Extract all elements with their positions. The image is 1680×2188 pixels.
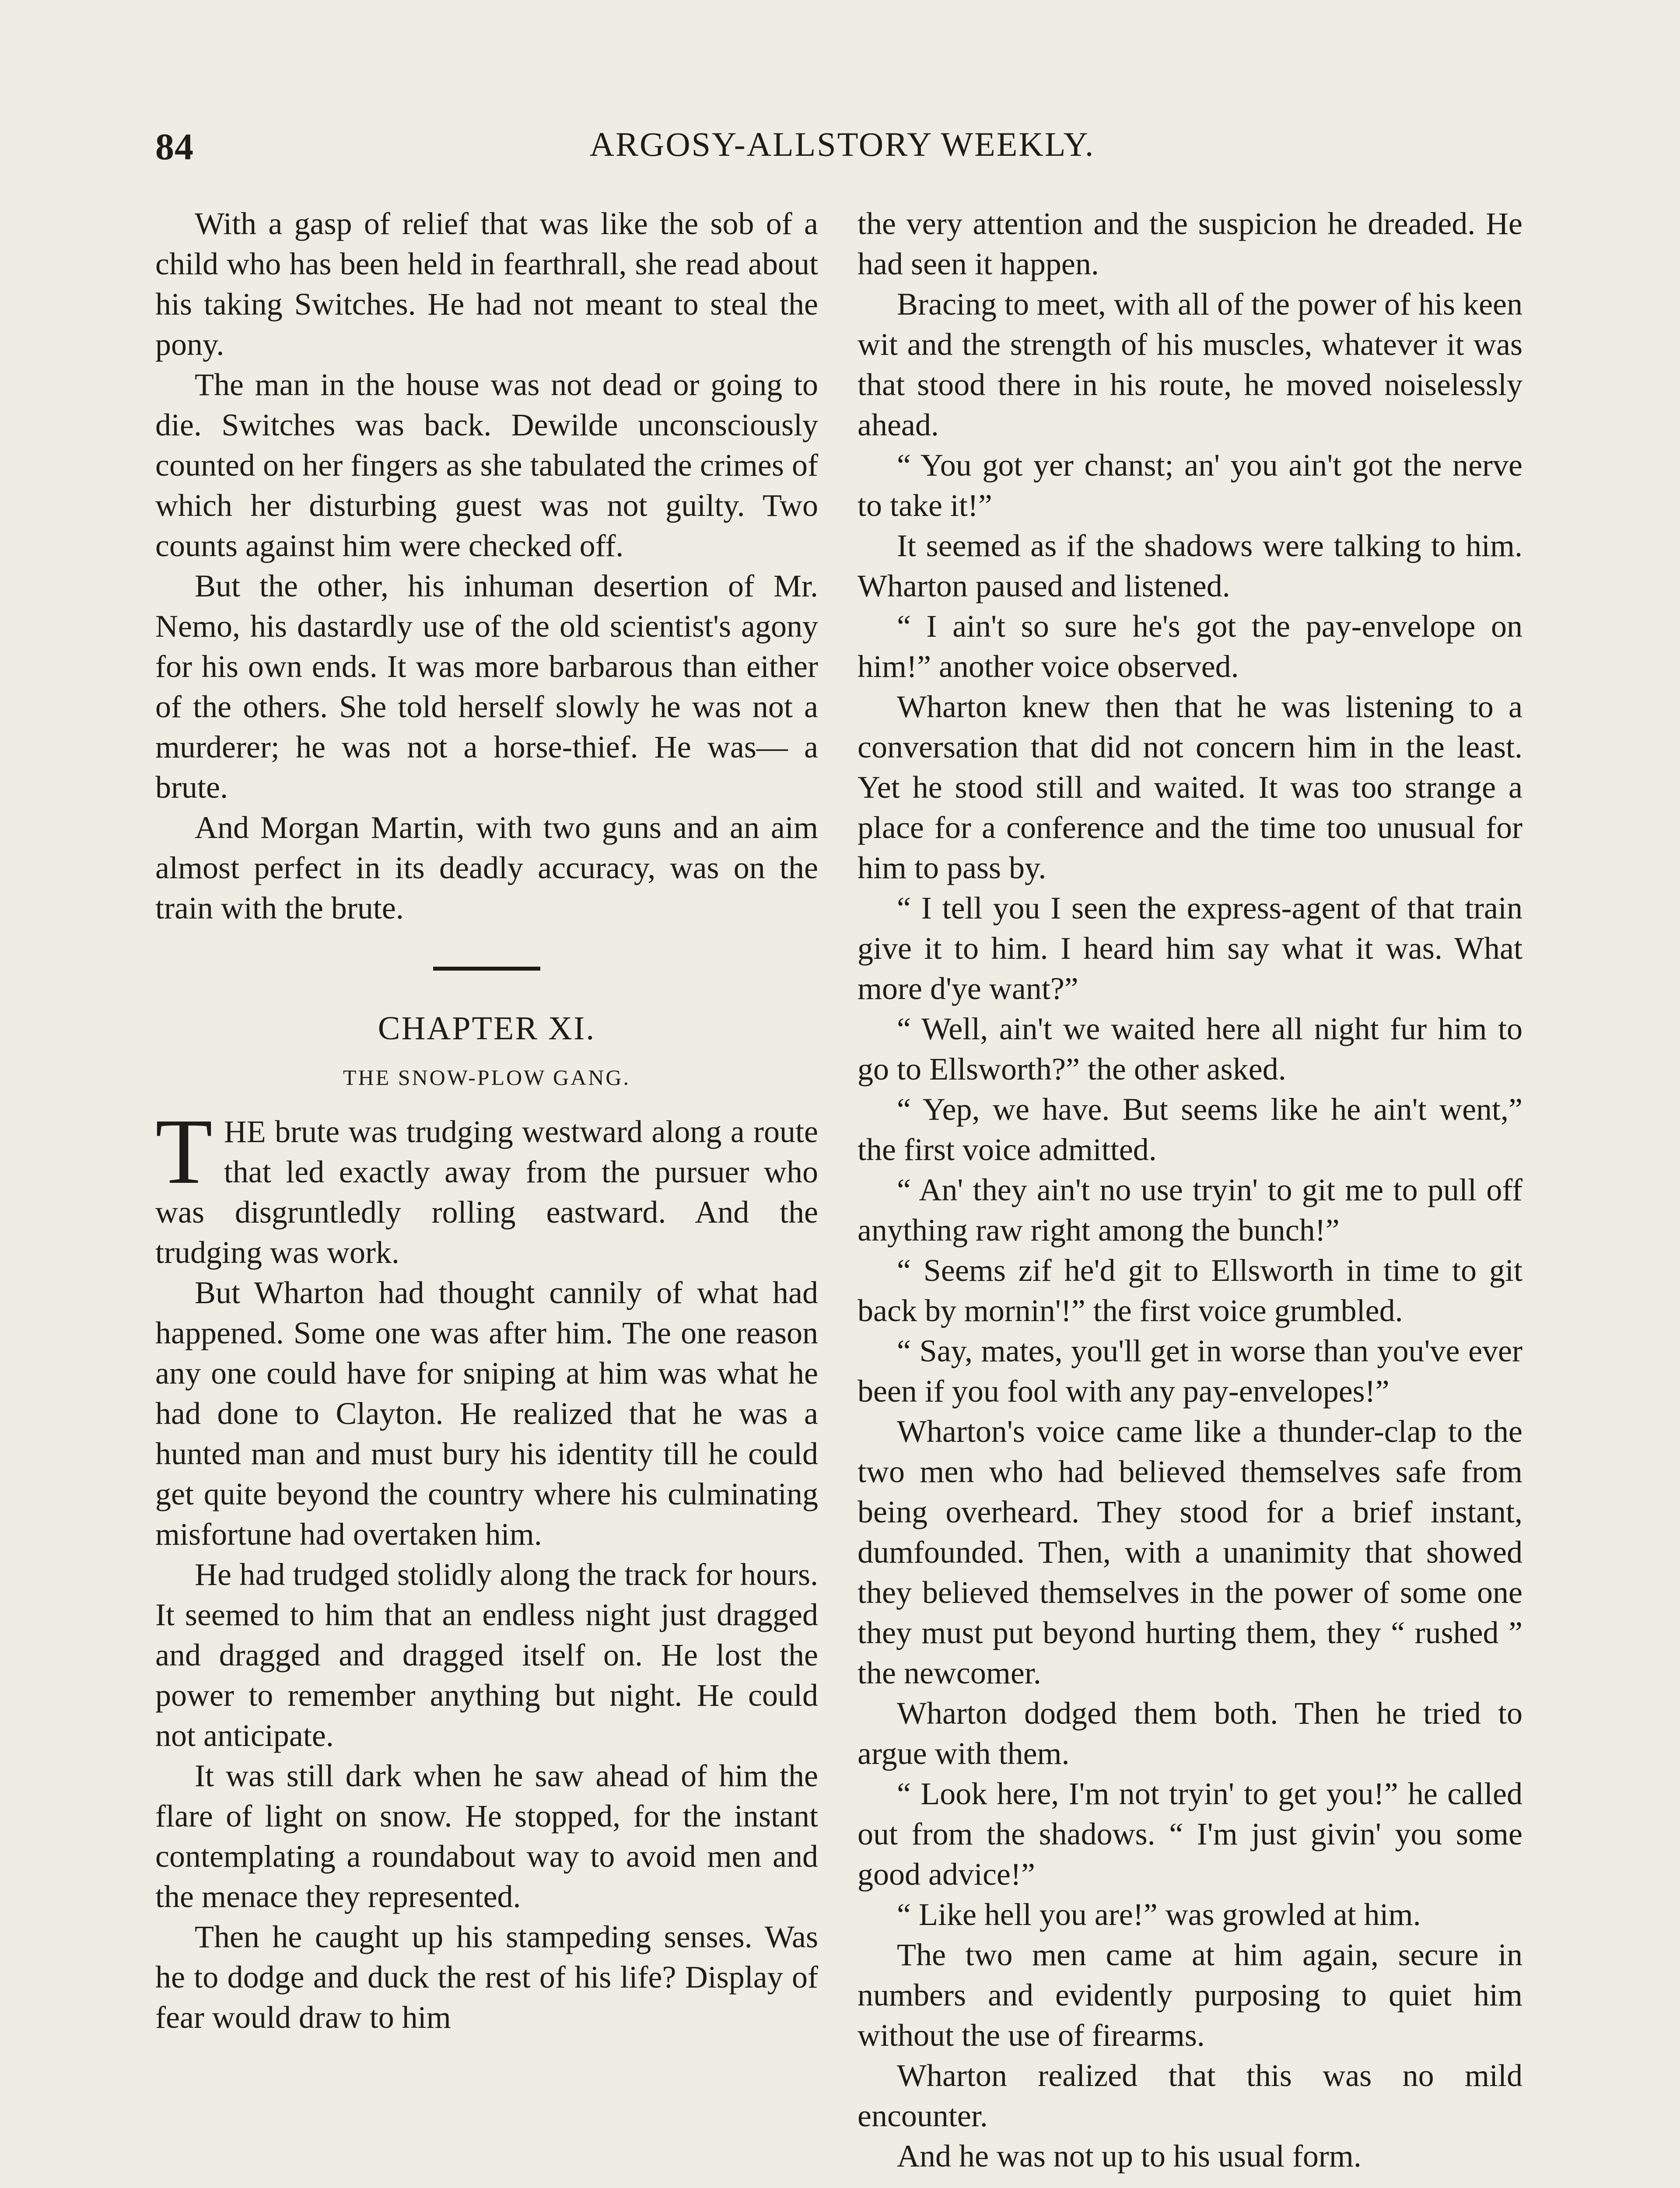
opening-text: HE brute was trudging westward along a route that led exactly away from the pursuer who was disgruntledly rolling eastward. And the trudging was work.	[155, 1114, 818, 1270]
page-header	[155, 125, 1529, 177]
running-head: ARGOSY-ALLSTORY WEEKLY.	[589, 125, 1095, 163]
dialogue-paragraph: “ An' they ain't no use tryin' to git me to pull off anything raw right among the bunch!”	[858, 1172, 1522, 1248]
paragraph: With a gasp of relief that was like the sob of a child who has been held in fearthrall, she read about his taking Switches. He had not meant to steal the pony.	[155, 206, 818, 362]
paragraph: And Morgan Martin, with two guns and an aim almost perfect in its deadly accuracy, was on the train with the brute.	[155, 810, 818, 926]
paragraph: Bracing to meet, with all of the power of his keen wit and the strength of his muscles, whatever it was that stood there in his route, he moved noiselessly ahead.	[858, 287, 1522, 442]
paragraph: It seemed as if the shadows were talking to him. Wharton paused and listened.	[858, 528, 1522, 603]
dialogue-paragraph: “ Seems zif he'd git to Ellsworth in time to git back by mornin'!” the first voice grumbled.	[858, 1253, 1522, 1328]
paragraph: Wharton knew then that he was listening to a conversation that did not concern him in the least. Yet he stood still and waited. It was too strange a place for a conference and the time too unusual for him to pass by.	[858, 689, 1522, 885]
paragraph: The man in the house was not dead or going to die. Switches was back. Dewilde unconsciously counted on her fingers as she tabulated the crimes of which her disturbing guest was not guilty. Two counts against him were checked off.	[155, 367, 818, 563]
paragraph: Wharton realized that this was no mild encounter.	[858, 2058, 1522, 2133]
paragraph: Wharton dodged them both. Then he tried to argue with them.	[858, 1696, 1522, 1771]
dialogue-paragraph: “ Say, mates, you'll get in worse than you've ever been if you fool with any pay-envelopes!”	[858, 1333, 1522, 1409]
drop-cap: T	[155, 1100, 213, 1203]
page-number: 84	[155, 126, 194, 168]
paragraph: Wharton's voice came like a thunder-clap to the two men who had believed themselves safe from being overheard. They stood for a brief instant, dumfounded. Then, with a unanimity that showed they believed themselves in the power of some one they must put beyond hurting them, they “ rushed ” the newcomer.	[858, 1414, 1522, 1690]
dialogue-paragraph: “ You got yer chanst; an' you ain't got the nerve to take it!”	[858, 448, 1522, 523]
dialogue-paragraph: “ Look here, I'm not tryin' to get you!” he called out from the shadows. “ I'm just givin' you some good advice!”	[858, 1776, 1522, 1892]
dialogue-paragraph: “ Well, ain't we waited here all night fur him to go to Ellsworth?” the other asked.	[858, 1011, 1522, 1087]
paragraph: It was still dark when he saw ahead of him the flare of light on snow. He stopped, for the instant contemplating a roundabout way to avoid men and the menace they represented.	[155, 1758, 818, 1914]
dialogue-paragraph: “ Yep, we have. But seems like he ain't went,” the first voice admitted.	[858, 1092, 1522, 1167]
paragraph: He had trudged stolidly along the track for hours. It seemed to him that an endless night just dragged and dragged and dragged itself on. He lost the power to remember anything but night. He could not anticipate.	[155, 1557, 818, 1753]
dialogue-paragraph: “ Like hell you are!” was growled at him.	[897, 1897, 1421, 1932]
chapter-title: CHAPTER XI.	[378, 1010, 596, 1047]
paragraph: The two men came at him again, secure in numbers and evidently purposing to quiet him without the use of firearms.	[858, 1937, 1522, 2053]
left-column	[155, 203, 818, 2037]
paragraph: And he was not up to his usual form.	[897, 2139, 1362, 2174]
chapter-opening-paragraph	[155, 1100, 818, 1273]
chapter-subtitle: THE SNOW-PLOW GANG.	[343, 1065, 630, 1090]
dialogue-paragraph: “ I ain't so sure he's got the pay-envelope on him!” another voice observed.	[858, 609, 1522, 684]
paragraph: But the other, his inhuman desertion of Mr. Nemo, his dastardly use of the old scientist's agony for his own ends. It was more barbarous than either of the others. She told herself slowly he was not a murderer; he was not a horse-thief. He was— a brute.	[155, 568, 818, 805]
section-divider	[433, 967, 540, 971]
paragraph-continued: the very attention and the suspicion he dreaded. He had seen it happen.	[858, 206, 1522, 281]
paragraph: But Wharton had thought cannily of what had happened. Some one was after him. The one reason any one could have for sniping at him was what he had done to Clayton. He realized that he was a hunted man and must bury his identity till he could get quite beyond the country where his culminating misfortune had overtaken him.	[155, 1275, 818, 1552]
paragraph: Then he caught up his stampeding senses. Was he to dodge and duck the rest of his life? Display of fear would draw to him	[155, 1919, 818, 2035]
dialogue-paragraph: “ I tell you I seen the express-agent of that train give it to him. I heard him say what it was. What more d'ye want?”	[858, 891, 1522, 1006]
right-column	[858, 203, 1522, 2176]
